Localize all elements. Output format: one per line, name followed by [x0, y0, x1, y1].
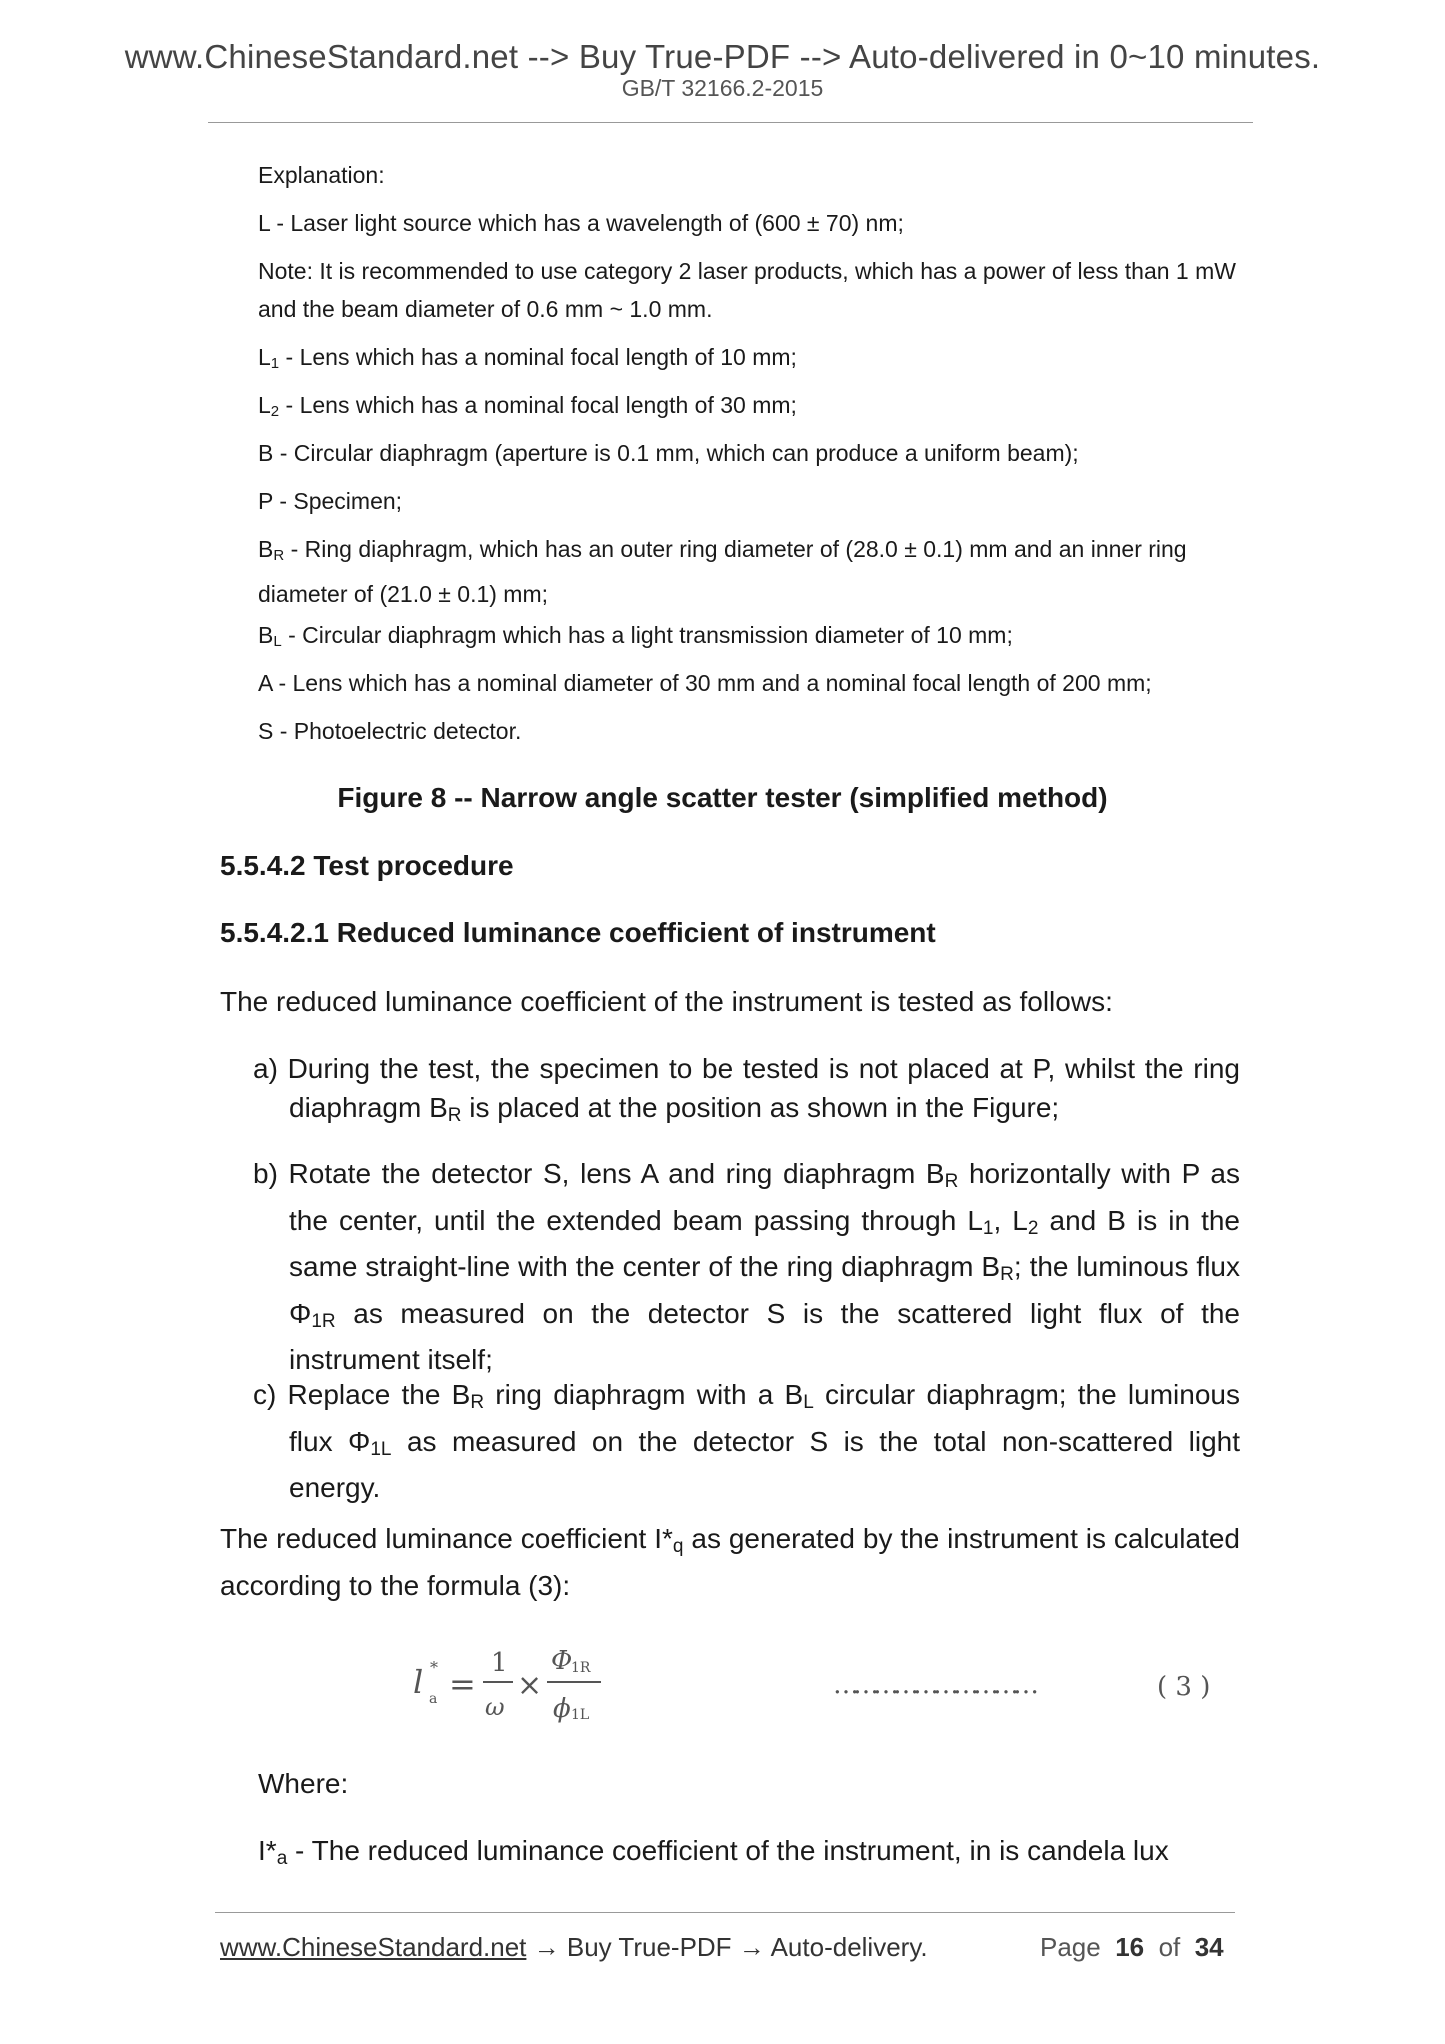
- formula-lhs-sup: *: [430, 1658, 438, 1677]
- formula-equals: =: [449, 1665, 476, 1703]
- footer-delivery-text: Auto-delivery.: [770, 1932, 928, 1962]
- legend-text: - Circular diaphragm (aperture is 0.1 mm, which can produce a uniform beam);: [273, 440, 1079, 466]
- legend-symbol: B: [258, 440, 274, 466]
- legend-subscript: L: [273, 633, 282, 650]
- legend-item-transmission-diaphragm: [258, 616, 1240, 661]
- legend-symbol: B: [258, 622, 274, 648]
- intro-paragraph: The reduced luminance coefficient of the instrument is tested as follows:: [220, 986, 1113, 1017]
- formula-lhs-sub: a: [429, 1691, 438, 1707]
- figure-caption: Figure 8 -- Narrow angle scatter tester (simplified method): [337, 782, 1108, 813]
- step-text: and B is in the same straight-line with the center of the ring diaphragm B: [289, 1204, 1241, 1282]
- footer-buy-link[interactable]: Buy True-PDF: [566, 1932, 732, 1962]
- page-of-label: of: [1158, 1932, 1181, 1962]
- legend-text: - Circular diaphragm which has a light transmission diameter of 10 mm;: [281, 622, 1013, 648]
- legend-item-specimen: [258, 482, 1240, 520]
- legend-note: Note: It is recommended to use category 2 laser products, which has a power of less than 1 mW and the beam diameter of 0.6 mm ~ 1.0 mm.: [258, 258, 1236, 322]
- legend-text: - Lens which has a nominal focal length of 30 mm;: [279, 392, 797, 418]
- paragraph-subscript: q: [672, 1536, 684, 1557]
- where-item: [258, 1832, 1240, 1879]
- page-current: 16: [1115, 1932, 1145, 1962]
- step-subscript: R: [1000, 1264, 1014, 1285]
- legend-item-laser: [258, 204, 1240, 242]
- legend-symbol: L: [258, 344, 271, 370]
- formula-lhs: l: [413, 1663, 424, 1701]
- formula-times: ×: [517, 1668, 543, 1703]
- step-text: circular diaphragm; the luminous flux Φ: [289, 1379, 1240, 1457]
- formula-numerator-1: 1: [491, 1648, 508, 1678]
- legend-symbol: S: [258, 718, 274, 744]
- step-subscript: 1R: [311, 1310, 336, 1332]
- arrow-right-icon: →: [526, 1932, 567, 1962]
- legend-text: - Photoelectric detector.: [273, 718, 522, 744]
- legend-text: - Ring diaphragm, which has an outer ring diameter of (28.0 ± 0.1) mm and an inner ring diameter of (21.0 ± 0.1) mm;: [258, 536, 1187, 607]
- step-subscript: L: [803, 1392, 814, 1413]
- section-heading: 5.5.4.2 Test procedure: [220, 850, 514, 881]
- legend-symbol: L: [258, 392, 271, 418]
- legend-item-lens-a: [258, 664, 1240, 702]
- step-subscript: 1: [982, 1217, 994, 1239]
- page-total: 34: [1194, 1932, 1224, 1962]
- legend-symbol: B: [258, 536, 274, 562]
- footer-divider: [215, 1912, 1235, 1913]
- formula-3: [405, 1635, 1245, 1725]
- list-item-a: [253, 1050, 1240, 1135]
- explanation-title: Explanation:: [258, 162, 385, 188]
- formula-numerator-2-sub: 1R: [571, 1660, 591, 1676]
- legend-subscript: R: [273, 547, 285, 564]
- header-divider: [208, 122, 1253, 123]
- formula-intro-paragraph: [220, 1520, 1240, 1605]
- formula-number: ( 3 ): [1157, 1672, 1211, 1702]
- where-label: Where:: [258, 1768, 349, 1799]
- legend-item-detector: [258, 712, 1240, 750]
- formula-numerator-2: Φ: [551, 1646, 573, 1676]
- footer-site-link[interactable]: www.ChineseStandard.net: [220, 1932, 527, 1962]
- step-subscript: 1L: [370, 1438, 392, 1460]
- legend-symbol: P: [258, 488, 273, 514]
- legend-item-ring-diaphragm: [258, 530, 1240, 613]
- legend-item-lens-1: [258, 338, 1240, 383]
- formula-denominator-2: ϕ: [553, 1694, 571, 1724]
- list-item-b: [253, 1155, 1240, 1380]
- legend-text: - Laser light source which has a wavelength of (600 ± 70) nm;: [269, 210, 904, 236]
- legend-subscript: 2: [270, 403, 280, 420]
- step-subscript: R: [944, 1171, 959, 1192]
- formula-denominator-2-sub: 1L: [571, 1707, 590, 1723]
- where-text: - The reduced luminance coefficient of the instrument, in is candela lux: [287, 1835, 1169, 1866]
- step-subscript: R: [447, 1104, 462, 1126]
- legend-symbol: A: [258, 670, 273, 696]
- page-label: Page: [1040, 1932, 1101, 1962]
- list-item-c: [253, 1376, 1240, 1508]
- footer-links: [220, 1932, 928, 1963]
- step-subscript: R: [470, 1392, 485, 1413]
- step-text: a) During the test, the specimen to be tested is not placed at P, whilst the ring diaphragm B: [253, 1053, 1240, 1123]
- legend-text: - Lens which has a nominal diameter of 30 mm and a nominal focal length of 200 mm;: [272, 670, 1152, 696]
- where-symbol: I*: [258, 1835, 277, 1866]
- step-text: ; the luminous flux Φ: [289, 1251, 1241, 1329]
- legend-symbol: L: [258, 210, 270, 236]
- step-text: b) Rotate the detector S, lens A and ring diaphragm B: [253, 1158, 945, 1189]
- site-banner[interactable]: www.ChineseStandard.net --> Buy True-PDF --> Auto-delivered in 0~10 minutes.: [124, 38, 1321, 75]
- standard-code: GB/T 32166.2-2015: [621, 75, 824, 101]
- where-subscript: a: [276, 1848, 288, 1869]
- legend-item-lens-2: [258, 386, 1240, 431]
- legend-text: - Lens which has a nominal focal length of 10 mm;: [279, 344, 797, 370]
- legend-subscript: 1: [270, 355, 280, 372]
- legend-item-circular-diaphragm: [258, 434, 1240, 472]
- step-text: as measured on the detector S is the scattered light flux of the instrument itself;: [289, 1297, 1240, 1375]
- step-subscript: 2: [1027, 1217, 1039, 1239]
- step-text: ring diaphragm with a B: [484, 1379, 804, 1410]
- page-indicator: [1040, 1932, 1224, 1963]
- arrow-right-icon: →: [731, 1932, 771, 1962]
- formula-leader-dots: …………………………: [833, 1670, 1033, 1700]
- subsection-heading: 5.5.4.2.1 Reduced luminance coefficient of instrument: [220, 917, 936, 948]
- step-text: , L: [993, 1204, 1028, 1236]
- step-text: c) Replace the B: [253, 1379, 471, 1410]
- paragraph-text: as generated by the instrument is calculated according to the formula (3):: [220, 1523, 1240, 1601]
- formula-denominator-1: ω: [485, 1693, 505, 1721]
- legend-text: - Specimen;: [272, 488, 403, 514]
- step-text: horizontally with P as the center, until the extended beam passing through L: [289, 1158, 1240, 1236]
- step-text: as measured on the detector S is the total non-scattered light energy.: [289, 1425, 1240, 1503]
- paragraph-text: The reduced luminance coefficient I*: [220, 1523, 673, 1554]
- step-text: is placed at the position as shown in the Figure;: [461, 1091, 1060, 1123]
